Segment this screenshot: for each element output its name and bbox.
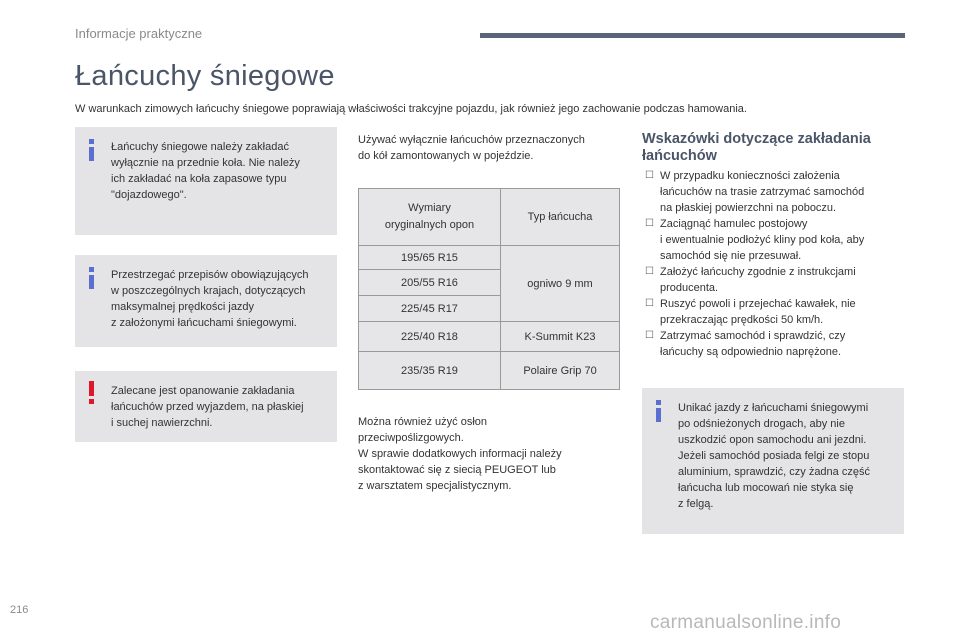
- table-cell-chain: Polaire Grip 70: [501, 352, 620, 390]
- info-icon: [89, 139, 95, 165]
- middle-after-text: Można również użyć osłon przeciwpoślizgowych. W sprawie dodatkowych informacji należy skontaktować się z siecią PEUGEOT lub z warsztatem specjalistycznym.: [358, 416, 562, 492]
- info-note-alloy-wheels: [642, 388, 904, 534]
- checkbox-icon: ☐: [645, 298, 654, 309]
- warning-text: Zalecane jest opanowanie zakładania łańcuchów przed wyjazdem, na płaskiej i suchej nawierzchni.: [111, 385, 304, 429]
- note-text: Przestrzegać przepisów obowiązujących w poszczególnych krajach, dotyczących maksymalnej prędkości jazdy z założonymi łańcuchami śniegowymi.: [111, 269, 309, 329]
- page-number: 216: [10, 604, 29, 616]
- header-bar: [480, 33, 905, 38]
- checkbox-icon: ☐: [645, 218, 654, 229]
- info-note-regulations: [75, 255, 337, 347]
- note-text: Unikać jazdy z łańcuchami śniegowymi po odśnieżonych drogach, aby nie uszkodzić opon samochodu ani jezdni. Jeżeli samochód posiada felgi ze stopu aluminium, sprawdzić, czy żadna część łańcucha lub mocowań nie styka się z felgą.: [678, 402, 870, 510]
- table-cell-chain: ogniwo 9 mm: [501, 246, 620, 322]
- intro-text: W warunkach zimowych łańcuchy śniegowe poprawiają właściwości trakcyjne pojazdu, jak również jego zachowanie podczas hamowania.: [75, 103, 747, 115]
- list-item: ☐ Zaciągnąć hamulec postojowy i ewentualnie podłożyć kliny pod koła, aby samochód się nie przesuwał.: [645, 218, 865, 262]
- list-item: ☐ Ruszyć powoli i przejechać kawałek, nie przekraczając prędkości 50 km/h.: [645, 298, 856, 326]
- checkbox-icon: ☐: [645, 266, 654, 277]
- info-icon: [656, 400, 662, 426]
- table-header-chain: Typ łańcucha: [501, 189, 620, 246]
- info-icon: [89, 267, 95, 293]
- tips-heading: Wskazówki dotyczące zakładania łańcuchów: [642, 131, 871, 164]
- watermark: carmanualsonline.info: [650, 612, 842, 633]
- warning-icon: [89, 381, 95, 405]
- checkbox-icon: ☐: [645, 170, 654, 181]
- section-label: Informacje praktyczne: [75, 26, 203, 41]
- list-item: ☐ W przypadku konieczności założenia łańcuchów na trasie zatrzymać samochód na płaskiej powierzchni na poboczu.: [645, 170, 865, 214]
- table-cell-size: 205/55 R16: [359, 270, 501, 296]
- note-text: Łańcuchy śniegowe należy zakładać wyłącznie na przednie koła. Nie należy ich zakładać na koła zapasowe typu "dojazdowego".: [111, 141, 300, 201]
- table-header-sizes: Wymiary oryginalnych opon: [359, 189, 501, 246]
- info-note-front-wheels: [75, 127, 337, 235]
- table-cell-size: 235/35 R19: [359, 352, 501, 390]
- table-cell-chain: K-Summit K23: [501, 322, 620, 352]
- warning-note: [75, 371, 337, 442]
- checkbox-icon: ☐: [645, 330, 654, 341]
- tips-list: [645, 168, 910, 360]
- middle-lead-text: Używać wyłącznie łańcuchów przeznaczonych do kół zamontowanych w pojeździe.: [358, 134, 585, 162]
- page-title: Łańcuchy śniegowe: [75, 60, 335, 92]
- table-cell-size: 225/45 R17: [359, 296, 501, 322]
- list-item: ☐ Założyć łańcuchy zgodnie z instrukcjami producenta.: [645, 266, 856, 294]
- list-item: ☐ Zatrzymać samochód i sprawdzić, czy łańcuchy są odpowiednio naprężone.: [645, 330, 846, 358]
- table-cell-size: 225/40 R18: [359, 322, 501, 352]
- table-cell-size: 195/65 R15: [359, 246, 501, 270]
- chain-size-table: [358, 188, 620, 390]
